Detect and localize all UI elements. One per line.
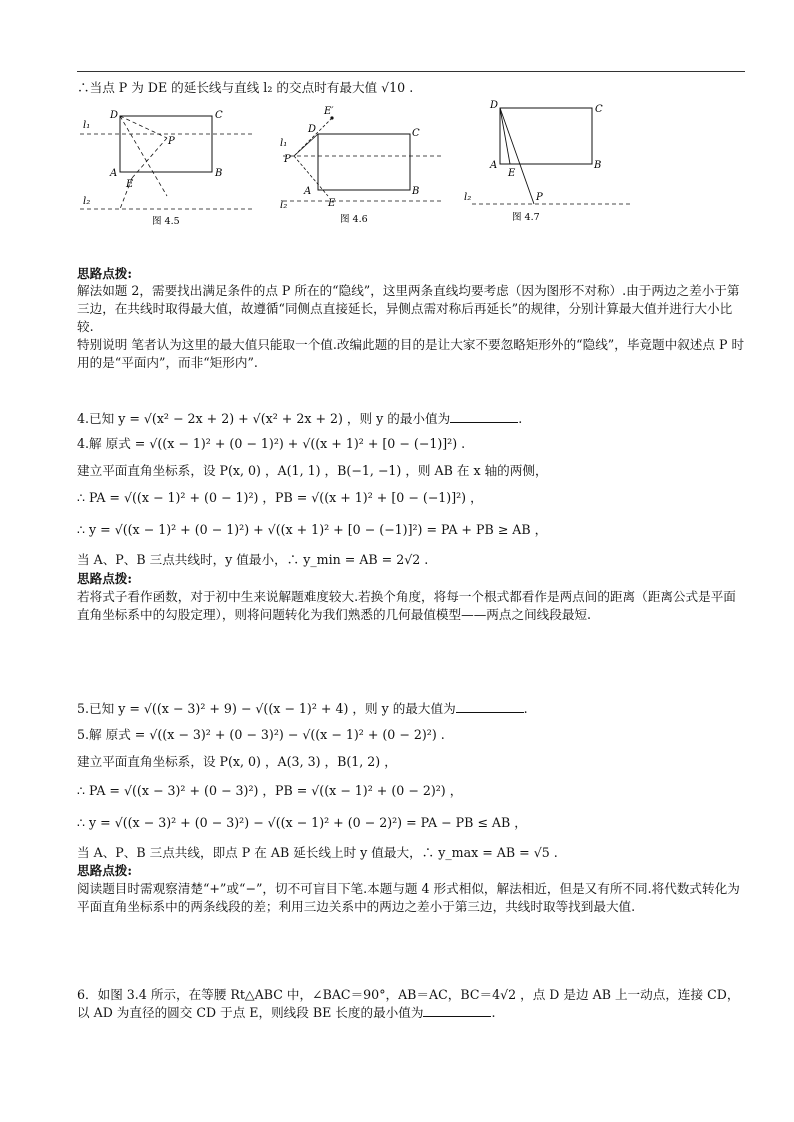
q5-stem: 5.已知 y = √((x − 3)² + 9) − √((x − 1)² + 4) ，则 y 的最大值为 . (77, 701, 528, 716)
fig47-label-d: D (490, 100, 499, 111)
q4-hint-title: 思路点拨: (77, 571, 133, 586)
figure-4-7 (462, 96, 637, 231)
q4-stem: 4.已知 y = √(x² − 2x + 2) + √(x² + 2x + 2) ，则 y 的最小值为 . (77, 411, 523, 426)
q4-solution-line-2: 建立平面直角坐标系，设 P(x, 0) ，A(1, 1) ，B(−1, −1) ，则 AB 在 x 轴的两侧， (77, 463, 548, 478)
fig46-label-p: P (284, 154, 291, 165)
fig46-label-l2: l₂ (280, 200, 288, 211)
fig47-label-b: B (594, 160, 602, 171)
fig46-label-l1: l₁ (280, 138, 288, 149)
q5-solution-line-5: 当 A、P、B 三点共线，即点 P 在 AB 延长线上时 y 值最大，∴ y_max = AB = √5 . (77, 845, 558, 860)
figure-4-6 (278, 96, 453, 231)
fig45-label-l1: l₁ (83, 120, 91, 131)
hint1-paragraph-1: 解法如题 2，需要找出满足条件的点 P 所在的“隐线”，这里两条直线均要考虑（因为图形不对称）.由于两边之差小于第三边，在共线时取得最大值，故遵循“同侧点直接延长，异侧点需对称后再延长”的规律，分别计算最大值并进行大小比较. (77, 283, 740, 334)
fig45-label-e: E (126, 179, 134, 190)
fig47-label-l2: l₂ (464, 192, 472, 203)
fig45-label-p: P (168, 136, 175, 147)
q4-solution-line-1: 4.解 原式 = √((x − 1)² + (0 − 1)²) + √((x + 1)² + [0 − (−1)]²) . (77, 436, 466, 451)
fig45-caption: 图 4.5 (152, 216, 180, 227)
fig47-caption: 图 4.7 (512, 212, 540, 223)
q4-hint: 若将式子看作函数，对于初中生来说解题难度较大.若换个角度，将每一个根式都看作是两点间的距离（距离公式是平面直角坐标系中的勾股定理），则将问题转化为我们熟悉的几何最值模型——两点之间线段最短. (77, 589, 736, 622)
hint1-title: 思路点拨: (77, 266, 133, 281)
header-rule (77, 71, 745, 72)
fig47-label-c: C (595, 104, 603, 115)
q4-solution-line-4: ∴ y = √((x − 1)² + (0 − 1)²) + √((x + 1)² + [0 − (−1)]²) = PA + PB ≥ AB ， (77, 522, 548, 537)
fig46-label-b: B (412, 186, 420, 197)
q5-solution-line-2: 建立平面直角坐标系，设 P(x, 0) ，A(3, 3) ，B(1, 2) ， (77, 754, 397, 769)
fig45-label-c: C (215, 110, 223, 121)
fig46-label-e: E (328, 198, 336, 209)
q5-answer-blank (456, 700, 524, 713)
q4-answer-blank (450, 410, 518, 423)
q4-solution-line-3: ∴ PA = √((x − 1)² + (0 − 1)²) ，PB = √((x + 1)² + [0 − (−1)]²) ， (77, 490, 483, 505)
q5-hint: 阅读题目时需观察清楚“+”或“−”，切不可盲目下笔.本题与题 4 形式相似，解法相近，但是又有所不同.将代数式转化为平面直角坐标系中的两条线段的差；利用三边关系中的两边之差小于第三边，共线时取等找到最大值. (77, 881, 740, 914)
hint1-paragraph-2: 特别说明 笔者认为这里的最大值只能取一个值.改编此题的目的是让大家不要忽略矩形外的“隐线”，毕竟题中叙述点 P 时用的是“平面内”，而非“矩形内”. (77, 337, 745, 370)
fig47-label-p: P (536, 192, 543, 203)
figure-4-5 (80, 96, 270, 231)
fig45-label-a: A (110, 168, 118, 179)
q5-hint-title: 思路点拨: (77, 863, 133, 878)
fig45-label-l2: l₂ (83, 196, 91, 207)
fig46-label-e-prime: E′ (324, 106, 334, 117)
q5-stem-text: 5.已知 y = √((x − 3)² + 9) − √((x − 1)² + 4) ，则 y 的最大值为 (77, 701, 456, 716)
q5-solution-line-3: ∴ PA = √((x − 3)² + (0 − 3)²) ，PB = √((x − 1)² + (0 − 2)²) ， (77, 783, 463, 798)
fig46-label-c: C (412, 128, 420, 139)
q6-answer-blank (423, 1004, 491, 1017)
fig47-label-a: A (490, 160, 498, 171)
conclusion-line: ∴当点 P 为 DE 的延长线与直线 l₂ 的交点时有最大值 √10 . (77, 80, 414, 95)
q5-solution-line-4: ∴ y = √((x − 3)² + (0 − 3)²) − √((x − 1)² + (0 − 2)²) = PA − PB ≤ AB ， (77, 815, 527, 830)
fig46-label-d: D (308, 124, 317, 135)
q4-stem-text: 4.已知 y = √(x² − 2x + 2) + √(x² + 2x + 2) ，则 y 的最小值为 (77, 411, 451, 426)
q6-stem: 6．如图 3.4 所示，在等腰 Rt△ABC 中，∠BAC＝90°，AB＝AC，BC＝4√2 ，点 D 是边 AB 上一动点，连接 CD，以 AD 为直径的圆交 CD 于点 E，则线段 BE 长度的最小值为 . (77, 987, 740, 1020)
fig46-label-a: A (304, 186, 312, 197)
fig45-label-d: D (110, 110, 119, 121)
q5-solution-line-1: 5.解 原式 = √((x − 3)² + (0 − 3)²) − √((x − 1)² + (0 − 2)²) . (77, 727, 445, 742)
fig46-caption: 图 4.6 (340, 214, 368, 225)
q4-solution-line-5: 当 A、P、B 三点共线时，y 值最小，∴ y_min = AB = 2√2 . (77, 552, 429, 567)
fig45-label-b: B (215, 168, 223, 179)
fig47-label-e: E (508, 168, 516, 179)
q6-stem-text: 6．如图 3.4 所示，在等腰 Rt△ABC 中，∠BAC＝90°，AB＝AC，BC＝4√2 ，点 D 是边 AB 上一动点，连接 CD，以 AD 为直径的圆交 CD 于点 E，则线段 BE 长度的最小值为 (77, 987, 740, 1020)
